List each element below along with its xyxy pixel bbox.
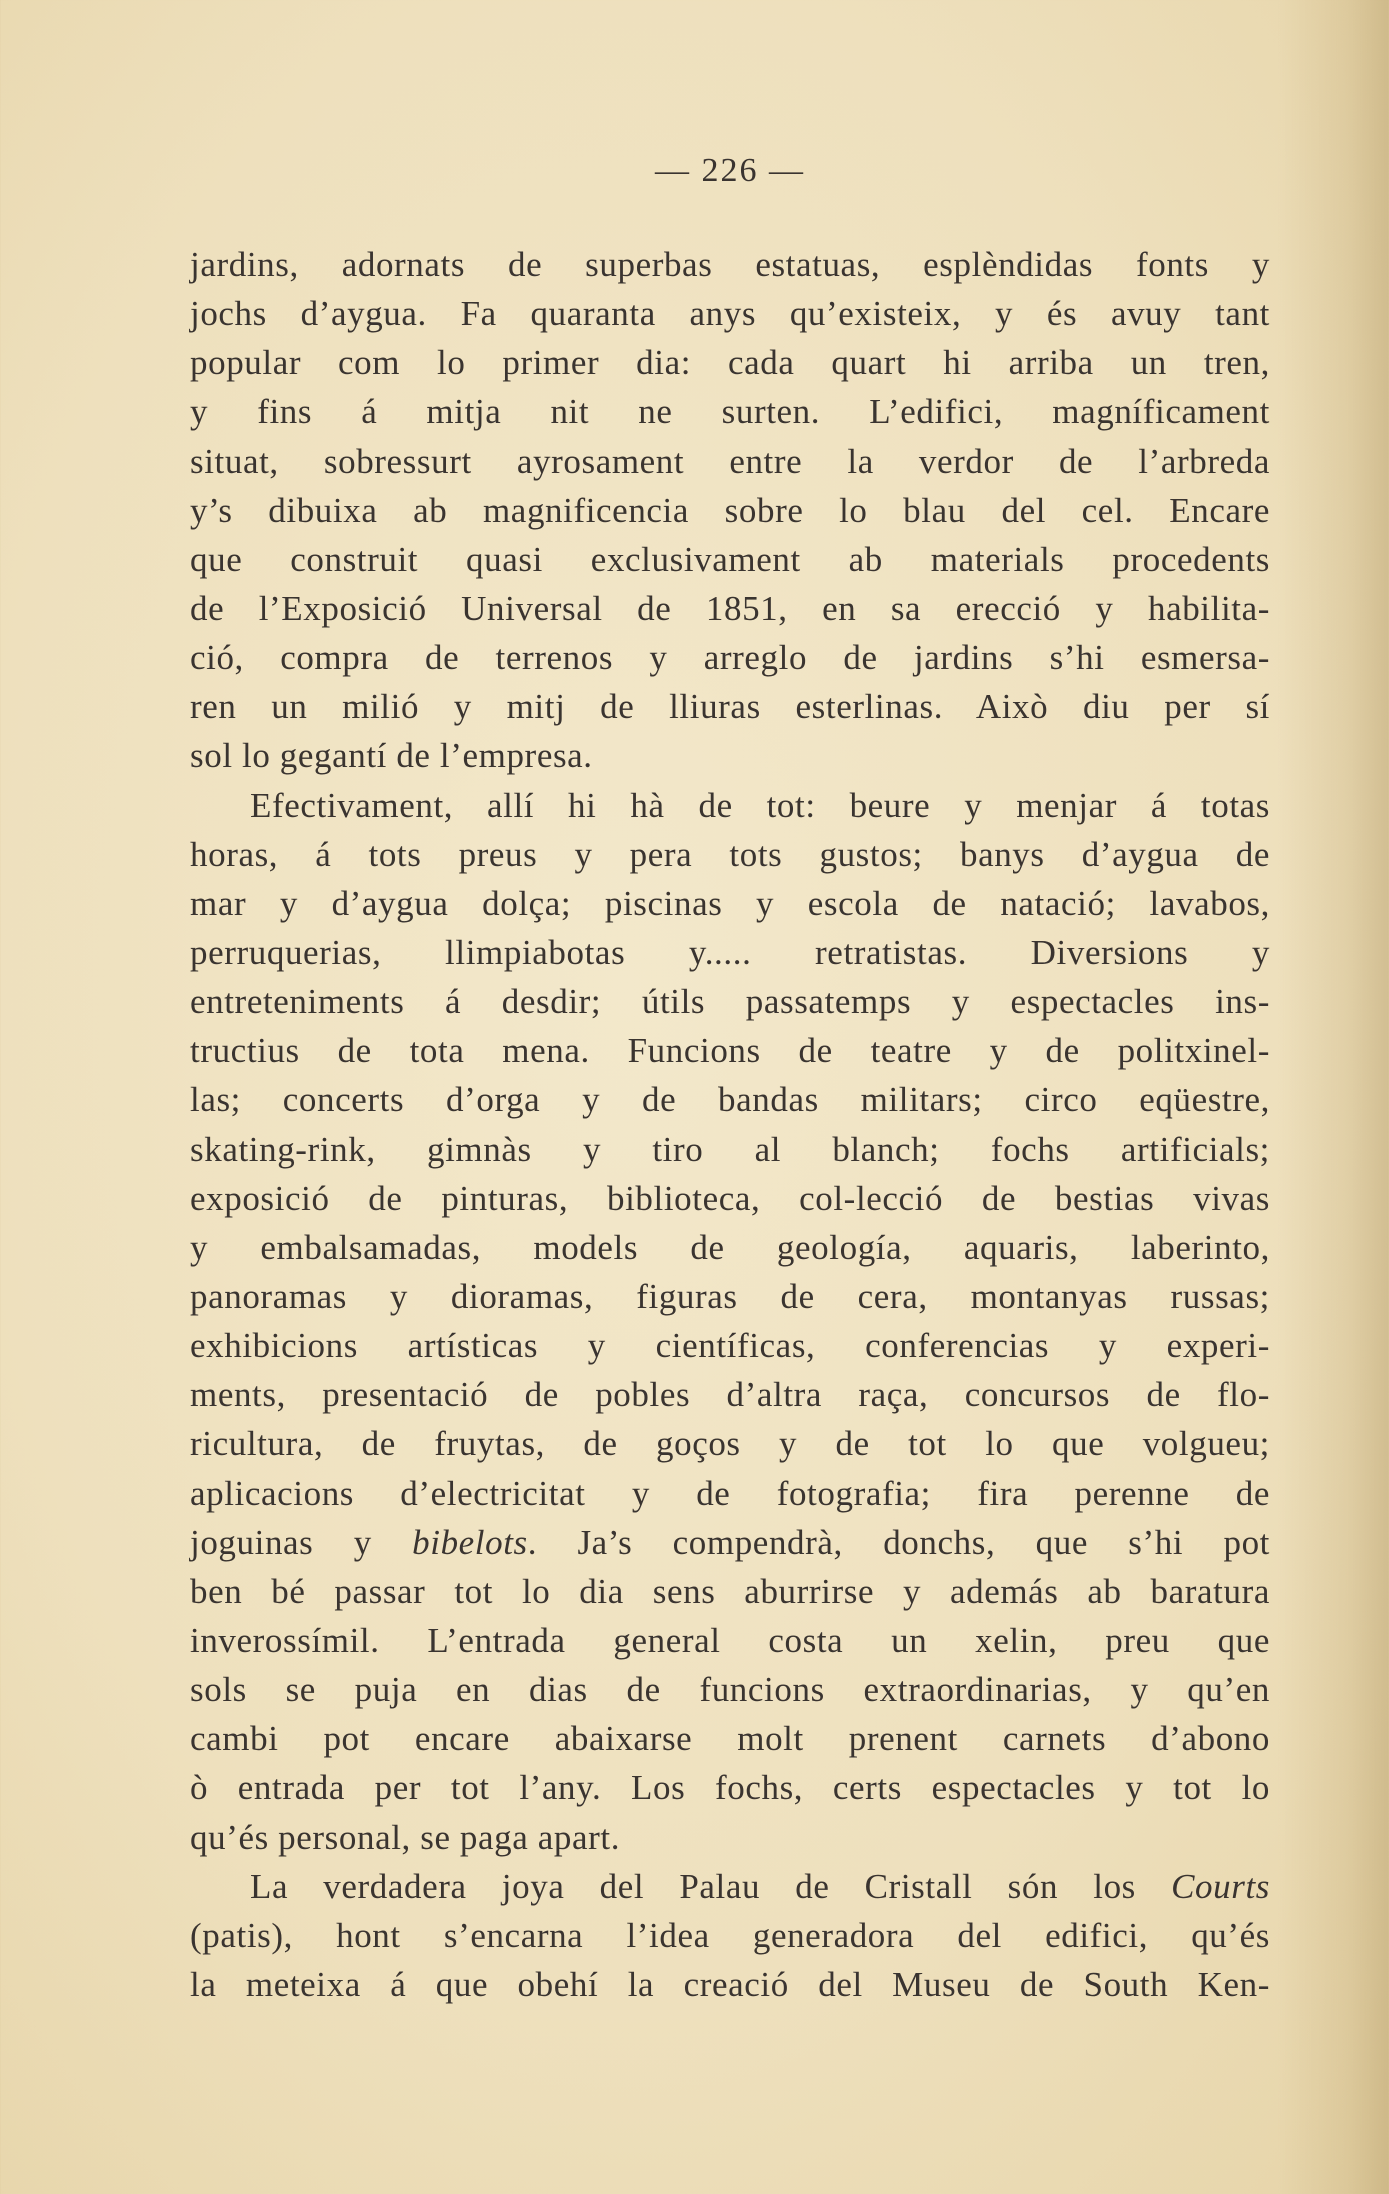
text-line: aplicacions d’electricitat y de fotografia; fira perenne de [190, 1473, 1270, 1513]
text-line: popular com lo primer dia: cada quart hi arriba un tren, [190, 343, 1270, 383]
text-line: ren un milió y mitj de lliuras esterlinas. Això diu per sí [190, 687, 1270, 727]
text-line: tructius de tota mena. Funcions de teatre y de politxinel- [190, 1031, 1270, 1071]
text-line: Efectivament, allí hi hà de tot: beure y menjar á totas [250, 785, 1270, 825]
text-line: inverossímil. L’entrada general costa un xelin, preu que [190, 1620, 1270, 1660]
text-line: jardins, adornats de superbas estatuas, esplèndidas fonts y [190, 245, 1270, 284]
text-line: exhibicions artísticas y científicas, conferencias y experi- [190, 1326, 1270, 1366]
text-line: sol lo gegantí de l’empresa. [190, 736, 593, 776]
text-line: sols se puja en dias de funcions extraordinarias, y qu’en [190, 1670, 1270, 1710]
text-line: entreteniments á desdir; útils passatemps y espectacles ins- [190, 982, 1270, 1022]
text-line: ricultura, de fruytas, de goços y de tot lo que volgueu; [190, 1424, 1270, 1464]
text-line: las; concerts d’orga y de bandas militars; circo eqüestre, [190, 1080, 1270, 1120]
text-line: skating-rink, gimnàs y tiro al blanch; fochs artificials; [190, 1129, 1270, 1169]
text-line: cambi pot encare abaixarse molt prenent carnets d’abono [190, 1719, 1270, 1759]
page-number: — 226 — [655, 152, 805, 189]
text-line [190, 1862, 1270, 1911]
text-segment: . Ja’s compendrà, donchs, que s’hi pot [527, 1522, 1270, 1562]
text-line: panoramas y dioramas, figuras de cera, montanyas russas; [190, 1276, 1270, 1316]
text-segment: joguinas y [190, 1522, 413, 1562]
text-line: ò entrada per tot l’any. Los fochs, certs espectacles y tot lo [190, 1768, 1270, 1808]
text-line [190, 1518, 1270, 1567]
text-line: (patis), hont s’encarna l’idea generadora del edifici, qu’és [190, 1915, 1270, 1955]
italic-text: bibelots [412, 1522, 528, 1562]
text-line: qu’és personal, se paga apart. [190, 1817, 621, 1857]
text-line: y’s dibuixa ab magnificencia sobre lo blau del cel. Encare [190, 490, 1270, 530]
italic-text: Courts [1171, 1866, 1270, 1906]
text-line: ments, presentació de pobles d’altra raça, concursos de flo- [190, 1375, 1270, 1415]
text-line: la meteixa á que obehí la creació del Museu de South Ken- [190, 1964, 1270, 2004]
text-line: que construit quasi exclusivament ab materials procedents [190, 539, 1270, 579]
text-line: de l’Exposició Universal de 1851, en sa erecció y habilita- [190, 588, 1270, 628]
body-text [190, 240, 1270, 2009]
text-line: perruquerias, llimpiabotas y..... retratistas. Diversions y [190, 932, 1270, 972]
text-line: exposició de pinturas, biblioteca, col-lecció de bestias vivas [190, 1178, 1270, 1218]
text-segment: La verdadera joya del Palau de Cristall són los [250, 1866, 1172, 1906]
text-line: mar y d’aygua dolça; piscinas y escola de natació; lavabos, [190, 883, 1270, 923]
text-line: ben bé passar tot lo dia sens aburrirse y además ab baratura [190, 1571, 1270, 1611]
text-line: ció, compra de terrenos y arreglo de jardins s’hi esmersa- [190, 638, 1270, 678]
text-line: situat, sobressurt ayrosament entre la verdor de l’arbreda [190, 441, 1270, 481]
text-line: y fins á mitja nit ne surten. L’edifici, magníficament [190, 392, 1270, 432]
text-line: jochs d’aygua. Fa quaranta anys qu’existeix, y és avuy tant [190, 294, 1270, 334]
text-line: horas, á tots preus y pera tots gustos; banys d’aygua de [190, 834, 1270, 874]
text-line: y embalsamadas, models de geología, aquaris, laberinto, [190, 1227, 1270, 1267]
